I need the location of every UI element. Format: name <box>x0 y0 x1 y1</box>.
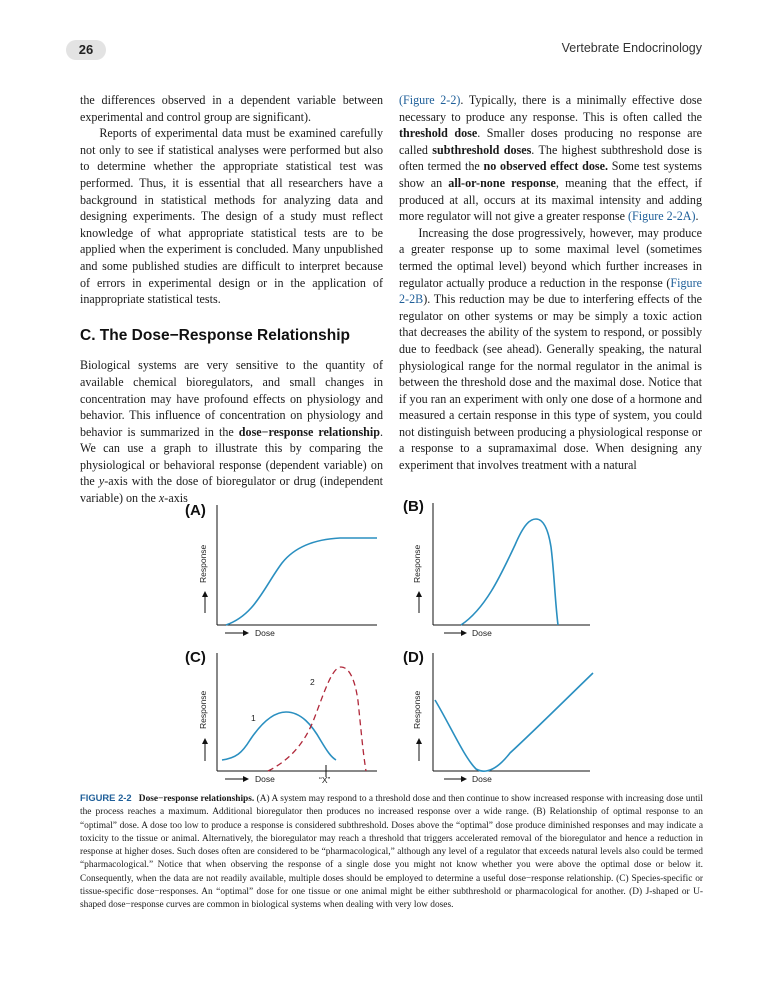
panel-a-label: (A) <box>185 502 206 519</box>
figure-title: Dose−response relationships. <box>138 794 255 804</box>
panel-a <box>185 502 377 638</box>
panel-c-x-marker-label: “X” <box>319 775 331 785</box>
panel-c-curve-2-dashed <box>268 667 366 771</box>
figure-reference-link[interactable]: (Figure 2-2) <box>399 93 461 107</box>
figure-caption <box>80 791 703 913</box>
keyword: all-or-none response <box>448 175 556 190</box>
panel-d-y-label: Response <box>412 690 422 729</box>
panel-c-curve-2-label: 2 <box>310 677 315 687</box>
figure-label: FIGURE 2-2 <box>80 792 132 803</box>
panel-c-curve-1 <box>222 712 336 760</box>
paragraph: Biological systems are very sensitive to the quantity of available chemical bioregulators, and small changes in concentration may have profound effects on physiology and behavior. This influence of concentration on physiology and behavior is summarized in the dose−response relationship. We can use a graph to illustrate this by comparing the physiological or behavioral response (dependent variable) on the y-axis with the dose of bioregulator or drug (independent variable) on the x-axis <box>80 358 383 506</box>
panel-a-x-label: Dose <box>255 628 275 638</box>
panel-b-x-label: Dose <box>472 628 492 638</box>
panel-a-curve <box>226 538 377 625</box>
panel-b-y-label: Response <box>412 544 422 583</box>
panel-a-y-label: Response <box>198 544 208 583</box>
figure-reference-link[interactable]: Figure 2-2B <box>399 275 702 307</box>
panel-d-label: (D) <box>403 649 424 666</box>
paragraph: the differences observed in a dependent variable between experimental and control group are significant). <box>80 93 383 124</box>
caption-text: (A) A system may respond to a threshold dose and then continue to show increased response with increasing dose until the process reaches a maximum. Additional bioregulator then produces no increased response over a wide range. (B) Relationship of optimal response to an “optimal” dose. A dose too low to produce a response is considered subthreshold. Doses above the “optimal” dose produce diminished responses and may indicate a toxicity to the tissue or animal. Alternatively, the bioregulator may reach a threshold that triggers accelerated removal of the bioregulator and hence a reduction in response at higher doses. Such doses often are considered to be “pharmacological,” although any level of a regulator that exceeds natural levels also could be termed “pharmacological.” Notice that when observing the response of a single dose you might not know whether you were above the optimal dose or below it. Consequently, when the data are not readily available, multiple doses should be employed to determine a useful dose−response relationship. (C) Species-specific or tissue-specific dose−responses. An “optimal” dose for one tissue or one animal might be either subthreshold or pharmacological for another. (D) J-shaped or U-shaped dose−response curves are common in biological systems when dealing with very low doses. <box>80 794 704 911</box>
panel-d-curve <box>435 673 593 771</box>
panel-c-curve-1-label: 1 <box>251 713 256 723</box>
panel-b-label: (B) <box>403 498 424 515</box>
panel-c <box>185 649 377 785</box>
keyword: dose−response relationship <box>238 424 380 439</box>
section-heading: C. The Dose−Response Relationship <box>80 326 351 344</box>
left-column <box>80 92 383 507</box>
paragraph: Reports of experimental data must be examined carefully not only to see if statistical analyses were performed but also to determine whether the appropriate statistical test was performed. Thus, it is essential that all researchers have a background in statistical methods for analyzing data and designing experiments. The design of a study must reflect knowledge of what appropriate statistical tests are to be applied when the experiment is concluded. Many unpublished and some published studies are difficult to interpret because of errors in experimental design or in the application of inappropriate statistical tests. <box>80 126 383 307</box>
panel-c-y-label: Response <box>198 690 208 729</box>
page-number: 26 <box>66 40 106 60</box>
figure-reference-link[interactable]: (Figure 2-2A) <box>628 209 696 224</box>
panel-b-curve <box>461 519 558 625</box>
running-title: Vertebrate Endocrinology <box>561 41 702 55</box>
right-column <box>399 92 702 474</box>
panel-c-x-label: Dose <box>255 774 275 784</box>
paragraph: Increasing the dose progressively, however, may produce a greater response up to some maximal level (sometimes termed the optimal level) beyond which further increases in regulator actually produce a reduction in the response (Figure 2-2B). This reduction may be due to interfering effects of the regulator on other systems or may be simply a toxic action that decreases the ability of the system to respond, or possibly due to feedback (see ahead). Generally speaking, the natural physiological range for the normal regulator in the animal is between the threshold dose and the maximal dose. Notice that if you ran an experiment with only one dose of a hormone and measured a certain response in this type of system, you could not distinguish between producing a physiological response or a response to a supramaximal dose. When designing any experiment that involves treatment with a natural <box>399 225 702 473</box>
paragraph: (Figure 2-2). Typically, there is a minimally effective dose necessary to produce any response. This is often called the threshold dose. Smaller doses producing no response are called subthreshold doses. The highest subthreshold dose is often termed the no observed effect dose. Some test systems show an all-or-none response, meaning that the effect, if produced at all, occurs at its maximal intensity and adding more regulator will not give a greater response (Figure 2-2A). <box>399 93 703 224</box>
panel-b <box>403 498 590 638</box>
panel-d <box>403 649 593 784</box>
dose-response-figure <box>180 495 610 790</box>
keyword: threshold dose <box>399 126 478 141</box>
keyword: no observed effect dose. <box>483 159 609 174</box>
keyword: subthreshold doses <box>432 142 532 157</box>
panel-d-x-label: Dose <box>472 774 492 784</box>
panel-c-label: (C) <box>185 649 206 666</box>
